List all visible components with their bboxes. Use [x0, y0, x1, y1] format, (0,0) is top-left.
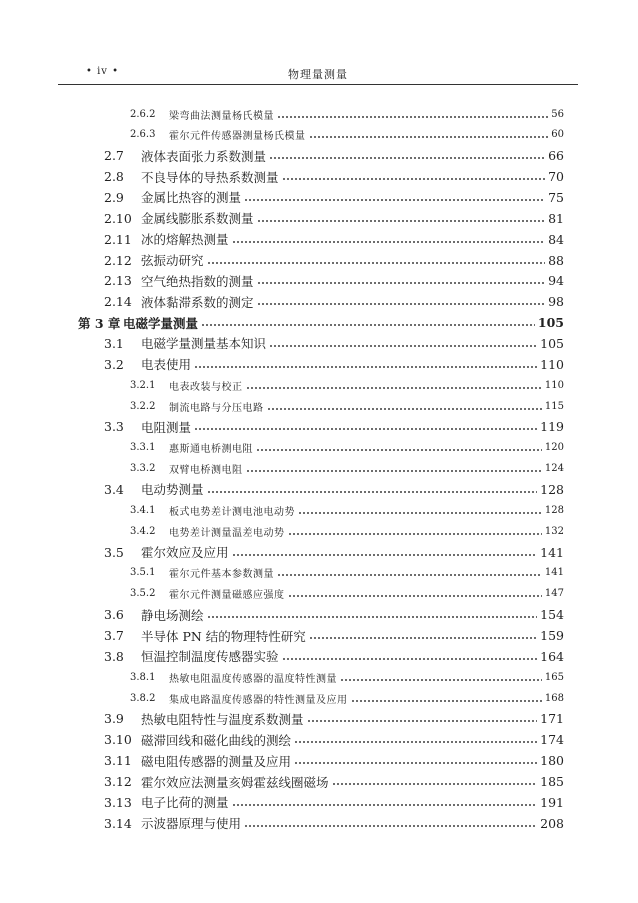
toc-leader-dots: [267, 408, 542, 410]
toc-subsection-row: [130, 584, 564, 604]
toc-entry-number: 3.8.2: [130, 692, 156, 704]
toc-entry-number: 2.12: [104, 252, 132, 268]
toc-entry-title: 热敏电阻特性与温度系数测量: [141, 711, 304, 727]
toc-entry-page: 120: [544, 442, 564, 454]
toc-entry-title: 霍尔效应法测量亥姆霍兹线圈磁场: [141, 774, 329, 790]
toc-entry-page: 66: [548, 148, 564, 164]
toc-leader-dots: [294, 762, 537, 764]
toc-entry-title: 空气绝热指数的测量: [141, 273, 254, 289]
toc-entry-title: 电表使用: [141, 357, 192, 373]
toc-subsection-row: [130, 500, 564, 520]
toc-section-row: [104, 354, 564, 374]
toc-leader-dots: [207, 262, 546, 264]
toc-subsection-row: [130, 104, 564, 124]
toc-entry-page: 70: [548, 169, 564, 185]
toc-leader-dots: [207, 491, 538, 493]
toc-leader-dots: [340, 679, 542, 681]
toc-section-row: [104, 250, 564, 270]
toc-leader-dots: [282, 658, 538, 660]
toc-entry-page: 60: [551, 129, 564, 141]
toc-leader-dots: [277, 116, 548, 118]
running-title: 物理量测量: [288, 68, 348, 81]
toc-leader-dots: [257, 303, 546, 305]
toc-entry-page: 119: [540, 419, 564, 435]
toc-leader-dots: [277, 574, 542, 576]
toc-subsection-row: [130, 521, 564, 541]
toc-entry-number: 3.5: [104, 544, 124, 560]
toc-section-row: [104, 271, 564, 291]
toc-entry-number: 2.10: [104, 210, 132, 226]
toc-entry-page: 94: [548, 273, 564, 289]
toc-leader-dots: [288, 595, 542, 597]
toc-entry-page: 110: [540, 356, 564, 372]
toc-leader-dots: [309, 637, 537, 639]
toc-section-row: [104, 187, 564, 207]
toc-subsection-row: [130, 396, 564, 416]
toc-entry-title: 磁电阻传感器的测量及应用: [141, 753, 292, 769]
toc-entry-title: 电表改装与校正: [169, 381, 243, 393]
toc-subsection-row: [130, 667, 564, 687]
toc-entry-number: 3.10: [104, 732, 132, 748]
toc-leader-dots: [201, 324, 535, 326]
toc-entry-page: 141: [540, 544, 564, 560]
toc-entry-title: 霍尔元件测量磁感应强度: [169, 590, 285, 602]
toc-entry-page: 81: [548, 210, 564, 226]
toc-leader-dots: [288, 533, 542, 535]
toc-entry-page: 164: [540, 648, 564, 664]
toc-entry-number: 3.14: [104, 815, 132, 831]
toc-entry-number: 3.1: [104, 335, 124, 351]
toc-leader-dots: [307, 720, 538, 722]
toc-entry-title: 电动势测量: [141, 482, 204, 498]
toc-entry-number: 3.11: [104, 753, 132, 769]
toc-entry-number: 3.8.1: [130, 671, 156, 683]
toc-entry-page: 154: [540, 607, 564, 623]
toc-section-row: [104, 605, 564, 625]
toc-entry-page: 185: [540, 774, 564, 790]
toc-entry-page: 98: [548, 294, 564, 310]
toc-entry-number: 2.11: [104, 231, 132, 247]
toc-leader-dots: [257, 220, 546, 222]
toc-leader-dots: [282, 178, 546, 180]
toc-entry-number: 3.3: [104, 419, 124, 435]
toc-entry-page: 88: [548, 252, 564, 268]
toc-leader-dots: [194, 428, 537, 430]
toc-section-row: [104, 772, 564, 792]
toc-subsection-row: [130, 688, 564, 708]
toc-entry-number: 3.4.1: [130, 504, 156, 516]
toc-leader-dots: [351, 700, 542, 702]
toc-section-row: [104, 626, 564, 646]
toc-entry-number: 3.12: [104, 774, 132, 790]
toc-entry-number: 3.4: [104, 481, 124, 497]
toc-entry-number: 3.9: [104, 711, 124, 727]
toc-entry-page: 105: [537, 315, 564, 331]
toc-entry-title: 电磁学量测量: [123, 315, 199, 331]
toc-entry-title: 半导体 PN 结的物理特性研究: [141, 628, 306, 644]
toc-section-row: [104, 208, 564, 228]
toc-entry-title: 梁弯曲法测量杨氏模量: [169, 110, 274, 122]
toc-subsection-row: [130, 459, 564, 479]
toc-entry-page: 165: [544, 671, 564, 683]
toc-entry-page: 75: [548, 189, 564, 205]
toc-entry-number: 2.9: [104, 189, 124, 205]
toc-entry-number: 3.3.1: [130, 442, 156, 454]
toc-entry-title: 电势差计测量温差电动势: [169, 527, 285, 539]
toc-leader-dots: [257, 282, 546, 284]
toc-entry-title: 惠斯通电桥测电阻: [169, 444, 253, 456]
toc-entry-title: 霍尔效应及应用: [141, 545, 229, 561]
toc-entry-title: 集成电路温度传感器的特性测量及应用: [169, 694, 348, 706]
toc-entry-title: 不良导体的导热系数测量: [141, 169, 279, 185]
toc-leader-dots: [309, 136, 549, 138]
toc-entry-title: 液体表面张力系数测量: [141, 148, 267, 164]
toc-entry-number: 第 3 章: [78, 315, 121, 331]
toc-entry-title: 霍尔元件传感器测量杨氏模量: [169, 131, 306, 143]
toc-entry-title: 冰的熔解热测量: [141, 232, 229, 248]
toc-section-row: [104, 709, 564, 729]
toc-section-row: [104, 542, 564, 562]
toc-section-row: [104, 479, 564, 499]
toc-leader-dots: [269, 345, 537, 347]
toc-leader-dots: [194, 366, 537, 368]
toc-entry-page: 147: [544, 588, 564, 600]
toc-entry-page: 191: [540, 794, 564, 810]
toc-entry-page: 168: [544, 692, 564, 704]
toc-entry-page: 174: [540, 732, 564, 748]
toc-entry-title: 霍尔元件基本参数测量: [169, 569, 274, 581]
toc-entry-number: 2.13: [104, 273, 132, 289]
toc-leader-dots: [207, 616, 538, 618]
toc-entry-page: 110: [544, 379, 564, 391]
toc-entry-number: 2.6.3: [130, 129, 156, 141]
toc-entry-title: 电阻测量: [141, 419, 192, 435]
toc-entry-page: 171: [540, 711, 564, 727]
toc-entry-title: 电子比荷的测量: [141, 795, 229, 811]
toc-section-row: [104, 167, 564, 187]
toc-entry-number: 2.8: [104, 169, 124, 185]
toc-entry-page: 56: [551, 108, 564, 120]
toc-entry-number: 2.6.2: [130, 108, 156, 120]
toc-section-row: [104, 333, 564, 353]
toc-entry-number: 3.5.1: [130, 567, 156, 579]
toc-subsection-row: [130, 438, 564, 458]
toc-entry-page: 208: [540, 815, 564, 831]
toc-leader-dots: [232, 241, 546, 243]
toc-subsection-row: [130, 125, 564, 145]
toc-section-row: [104, 792, 564, 812]
toc-entry-page: 84: [548, 231, 564, 247]
toc-leader-dots: [332, 783, 538, 785]
toc-entry-number: 2.14: [104, 294, 132, 310]
toc-leader-dots: [232, 554, 538, 556]
toc-leader-dots: [244, 199, 545, 201]
toc-leader-dots: [244, 825, 537, 827]
toc-subsection-row: [130, 563, 564, 583]
toc-entry-page: 124: [544, 463, 564, 475]
toc-leader-dots: [256, 449, 542, 451]
toc-section-row: [104, 229, 564, 249]
toc-section-row: [104, 646, 564, 666]
toc-entry-title: 静电场测绘: [141, 607, 204, 623]
toc-leader-dots: [246, 387, 542, 389]
toc-entry-title: 示波器原理与使用: [141, 816, 242, 832]
toc-entry-page: 105: [540, 335, 564, 351]
toc-entry-number: 3.2.2: [130, 400, 156, 412]
toc-entry-title: 液体黏滞系数的测定: [141, 294, 254, 310]
toc-entry-title: 磁滞回线和磁化曲线的测绘: [141, 732, 292, 748]
toc-section-row: [104, 751, 564, 771]
toc-chapter-row: [78, 313, 564, 333]
toc-entry-page: 128: [540, 481, 564, 497]
toc-leader-dots: [294, 741, 537, 743]
toc-entry-number: 3.8: [104, 648, 124, 664]
toc-entry-title: 金属线膨胀系数测量: [141, 211, 254, 227]
toc-subsection-row: [130, 375, 564, 395]
toc-entry-page: 115: [544, 400, 564, 412]
toc-entry-number: 3.2: [104, 356, 124, 372]
toc-entry-page: 128: [544, 504, 564, 516]
toc-leader-dots: [298, 512, 542, 514]
toc-entry-title: 板式电势差计测电池电动势: [169, 506, 295, 518]
toc-entry-title: 双臂电桥测电阻: [169, 465, 243, 477]
toc-section-row: [104, 146, 564, 166]
toc-entry-title: 电磁学量测量基本知识: [141, 336, 267, 352]
toc-entry-title: 金属比热容的测量: [141, 190, 242, 206]
toc-entry-number: 3.7: [104, 628, 124, 643]
toc-entry-title: 恒温控制温度传感器实验: [141, 649, 279, 665]
toc-entry-number: 3.13: [104, 794, 132, 810]
toc-entry-title: 弦振动研究: [141, 253, 204, 269]
toc-entry-number: 3.4.2: [130, 525, 156, 537]
toc-entry-title: 制流电路与分压电路: [169, 402, 264, 414]
toc-entry-page: 180: [540, 753, 564, 769]
toc-section-row: [104, 730, 564, 750]
toc-entry-number: 3.6: [104, 607, 124, 623]
toc-entry-number: 3.2.1: [130, 379, 156, 391]
toc-entry-number: 3.5.2: [130, 588, 156, 600]
toc-section-row: [104, 813, 564, 833]
toc-leader-dots: [269, 157, 545, 159]
toc-leader-dots: [246, 470, 542, 472]
toc-leader-dots: [232, 804, 538, 806]
toc-entry-page: 141: [544, 567, 564, 579]
toc-entry-title: 热敏电阻温度传感器的温度特性测量: [169, 673, 337, 685]
toc-entry-page: 159: [540, 628, 564, 643]
toc-entry-page: 132: [544, 525, 564, 537]
toc-section-row: [104, 292, 564, 312]
toc-section-row: [104, 417, 564, 437]
page-number: • iv •: [86, 66, 120, 77]
toc-entry-number: 2.7: [104, 148, 124, 164]
toc-entry-number: 3.3.2: [130, 463, 156, 475]
